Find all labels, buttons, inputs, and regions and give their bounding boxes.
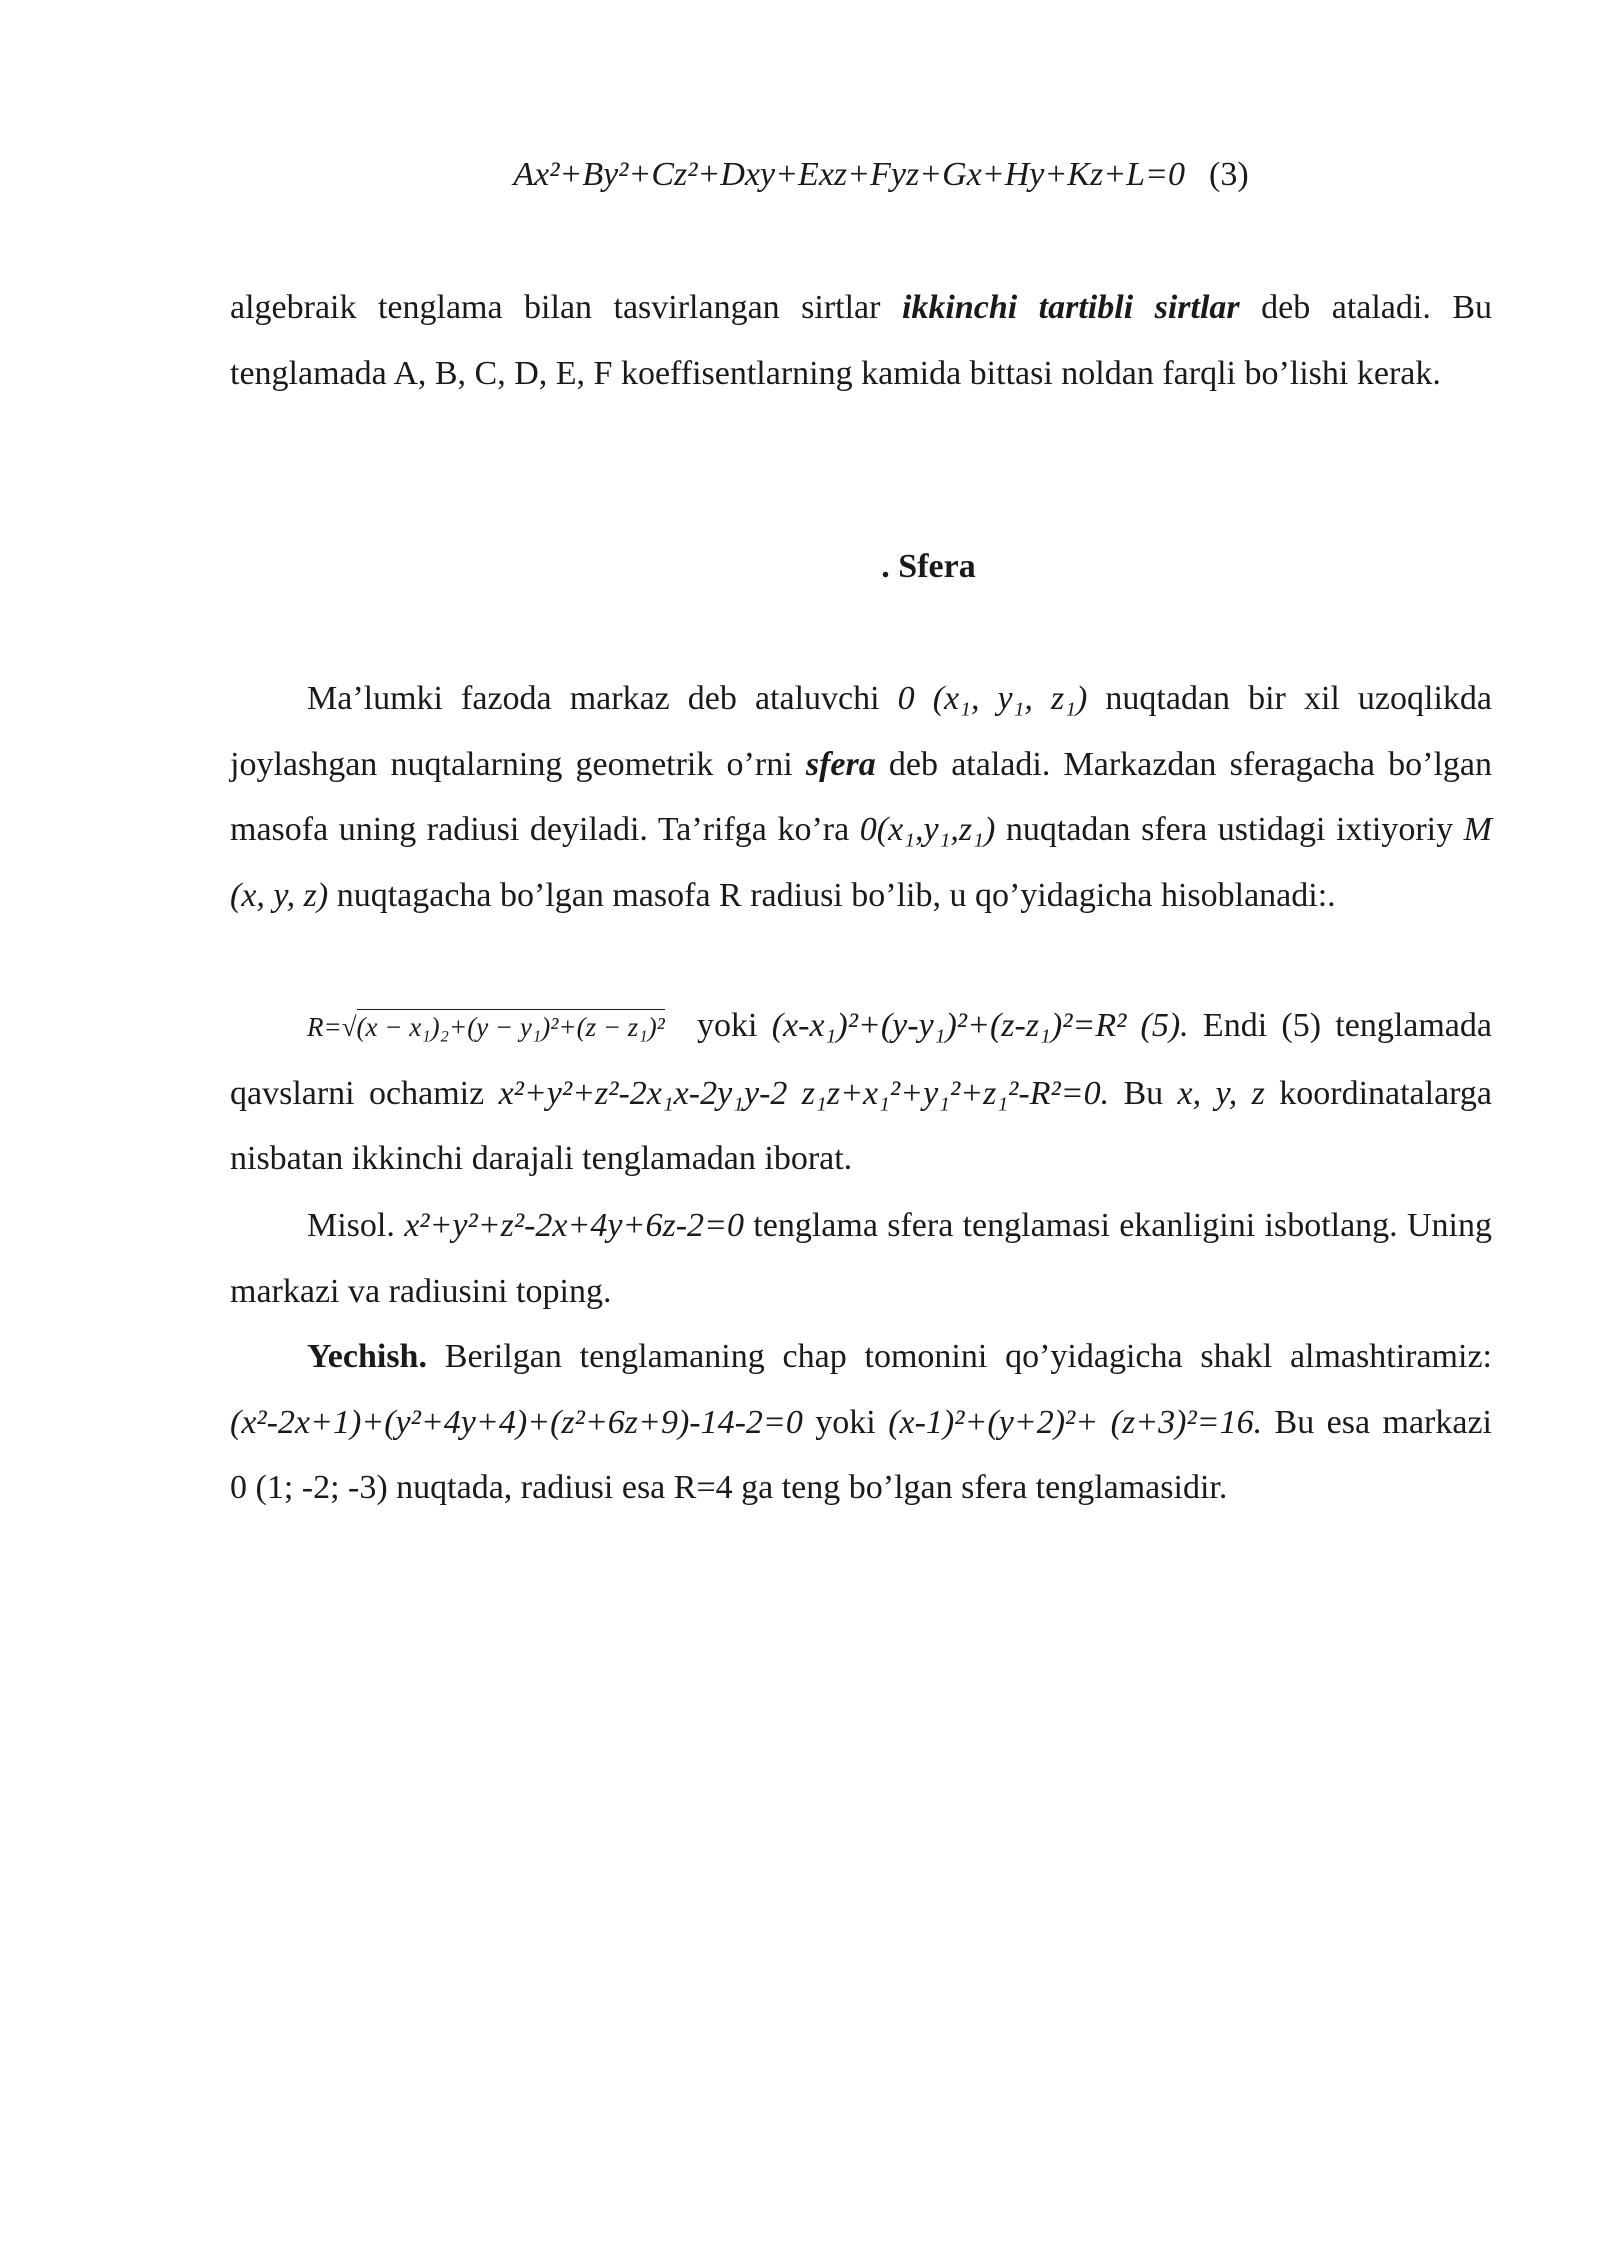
text: nuqtagacha bo’lgan masofa R radiusi bo’lib, u qo’yidagicha hisoblanadi:. xyxy=(328,876,1336,914)
solution-equation-2: (x-1)²+(y+2)²+ (z+3)²=16. xyxy=(888,1403,1263,1441)
text: Endi (5) tenglamada qavslarni ochamiz xyxy=(230,1007,1492,1112)
text: nuqtadan sfera ustidagi ixtiyoriy xyxy=(995,811,1464,848)
text: yoki xyxy=(802,1403,889,1441)
paragraph-radius-formula xyxy=(230,993,1492,1192)
equation-3-formula: Ax²+By²+Cz²+Dxy+Exz+Fyz+Gx+Hy+Kz+L=0 xyxy=(513,156,1185,193)
text: Bu xyxy=(1109,1074,1178,1112)
equation-3-number: (3) xyxy=(1209,156,1249,193)
text: yoki xyxy=(682,1007,772,1044)
example-label: Misol. xyxy=(307,1207,395,1244)
text: nuqtadan bir xil uzoqlikda joylashgan nuqtalarning geometrik o’rni xyxy=(230,680,1492,783)
paragraph-solution xyxy=(230,1324,1492,1521)
text: deb ataladi. Markazdan sferagacha bo’lgan masofa uning radiusi deyiladi. Ta’rifga ko’ra xyxy=(230,745,1492,848)
equation-5: (x-x₁)²+(y-y₁)²+(z-z₁)²=R² (5). xyxy=(771,1007,1189,1044)
text: tenglama sfera tenglamasi ekanligini isbotlang. Uning markazi va radiusini toping. xyxy=(230,1207,1492,1310)
paragraph-definition xyxy=(230,275,1492,406)
term-second-order-surfaces: ikkinchi tartibli sirtlar xyxy=(901,289,1240,326)
text: Ma’lumki fazoda markaz deb ataluvchi xyxy=(307,680,898,717)
coordinate-variables: x, y, z xyxy=(1177,1074,1265,1112)
radius-radicand: (x − x₁)₂+(y − y₁)²+(z − z₁)² xyxy=(356,1012,665,1042)
solution-label: Yechish. xyxy=(307,1338,427,1375)
point-m: M (x, y, z) xyxy=(230,811,1492,914)
text: koordinatalarga nisbatan ikkinchi darajali tenglamadan iborat. xyxy=(230,1074,1492,1177)
point-center: 0 (x₁, y₁, z₁) xyxy=(897,680,1088,717)
radius-formula: R=√(x − x₁)₂+(y − y₁)²+(z − z₁)² xyxy=(307,995,665,1061)
equation-3 xyxy=(230,150,1492,200)
example-equation: x²+y²+z²-2x+4y+6z-2=0 xyxy=(404,1207,744,1244)
document-page xyxy=(230,0,1492,2262)
term-sfera: sfera xyxy=(805,745,876,783)
paragraph-example xyxy=(230,1193,1492,1324)
radius-lhs: R= xyxy=(307,1012,342,1042)
text: algebraik tenglama bilan tasvirlangan sirtlar xyxy=(230,289,902,326)
solution-equation-1: (x²-2x+1)+(y²+4y+4)+(z²+6z+9)-14-2=0 xyxy=(230,1403,803,1441)
text: deb ataladi. Bu tenglamada A, B, C, D, E, F koeffisentlarning kamida bittasi noldan farqli bo’lishi kerak. xyxy=(230,289,1492,392)
section-heading-sfera: . Sfera xyxy=(881,548,976,585)
expanded-equation: x²+y²+z²-2x₁x-2y₁y-2 z₁z+x₁²+y₁²+z₁²-R²=0. xyxy=(498,1074,1110,1112)
text: Berilgan tenglamaning chap tomonini qo’yidagicha shakl almashtiramiz: xyxy=(426,1338,1492,1375)
text: Bu esa markazi 0 (1; -2; -3) nuqtada, radiusi esa R=4 ga teng bo’lgan sfera tenglamasidir. xyxy=(230,1403,1492,1506)
paragraph-sphere-definition xyxy=(230,666,1492,928)
point-center-2: 0(x₁,y₁,z₁) xyxy=(859,811,996,848)
